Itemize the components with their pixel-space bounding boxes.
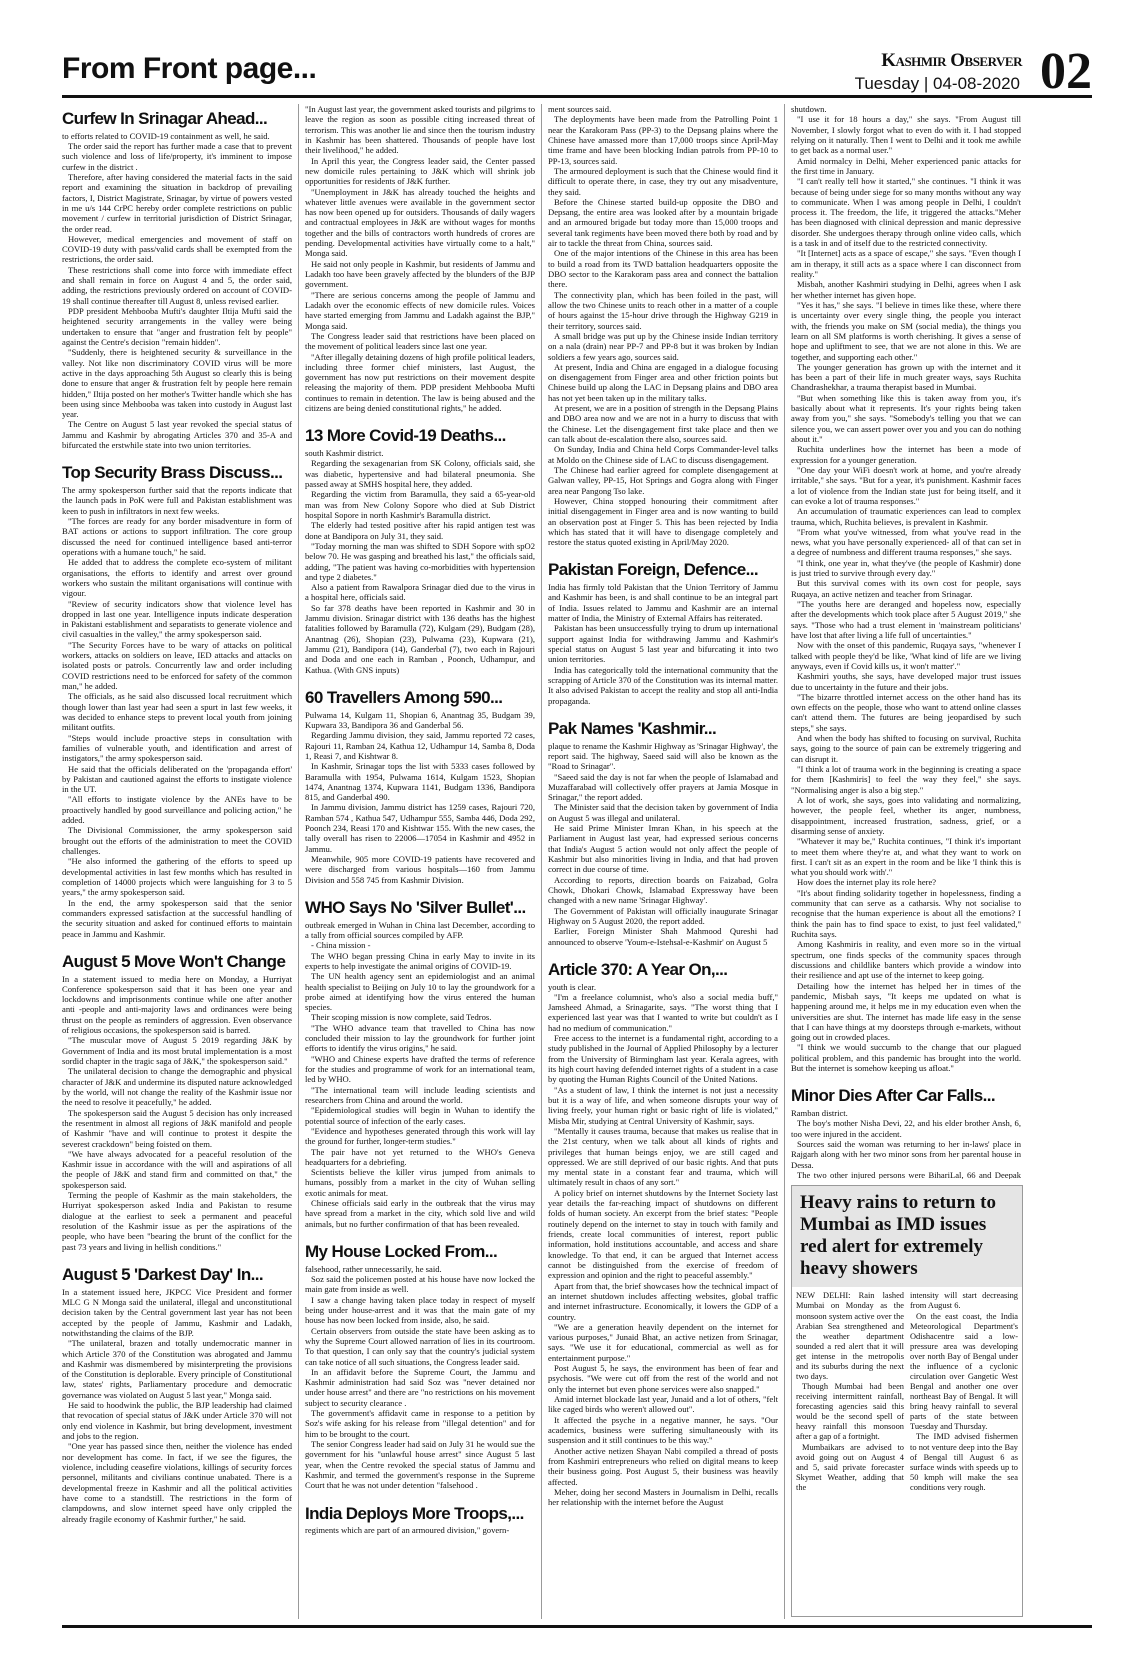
- article-paragraph: "We are a generation heavily dependent on the internet for various purposes," Junaid Bhat, an active netizen from Srinagar, says. "We use it for educational, commercial as well as for entertainment purpose.": [548, 1321, 778, 1363]
- article-paragraph: regiments which are part of an armoured division," govern-: [305, 1525, 510, 1536]
- article-paragraph: The spokesperson said the August 5 decision has only increased the resentment in almost all regions of J&K manifold and people of Kashmir "have and will continue to protest it despite the severest crackdown" being foisted on them.: [62, 1107, 292, 1149]
- article-body: [62, 1287, 292, 1524]
- article-paragraph: According to reports, direction boards on Faizabad, Golra Chowk, Dhokari Chowk, Islamabad Expressway have been changed with a new name 'Srinagar Highway'.: [548, 874, 778, 906]
- article-paragraph: On Sunday, India and China held Corps Commander-level talks at Moldo on the Chinese side of LAC to discuss disengagement.: [548, 444, 778, 465]
- article: [548, 720, 778, 947]
- article-paragraph: Meanwhile, 905 more COVID-19 patients have recovered and were discharged from various hospitals—160 from Jammu Division and 558 745 from Kashmir Division.: [305, 854, 535, 885]
- article: [305, 1505, 535, 1536]
- article-paragraph: falsehood, rather unnecessarily, he said.: [305, 1263, 442, 1274]
- page-header: [62, 43, 1092, 100]
- article-paragraph: Apart from that, the brief showcases how the technical impact of an internet shutdown includes affecting websites, global traffic and internet infrastructure. Economically, it lowers the GDP of a country.: [548, 1280, 778, 1322]
- article-paragraph: He said that the officials deliberated on the 'propaganda effort' by Pakistan and cautioned against the efforts to instigate violence in the UT.: [62, 763, 292, 795]
- article: [305, 427, 535, 675]
- article-paragraph: "One day your WiFi doesn't work at home, and you're already irritable," she says. "But for a year, it's punishment. Kashmir faces a lot of violence from the Indian state just for being itself, and it can evoke a lot of trauma responses.": [791, 464, 1021, 506]
- article-paragraph: The pair have not yet returned to the WHO's Geneva headquarters for a debriefing.: [305, 1146, 535, 1167]
- article-paragraph: At present, we are in a position of strength in the Depsang Plains and DBO area now and we are not in a hurry to discuss that with the Chinese. Let the disengagement first take place and then we can talk about de-escalation there also, sources said.: [548, 403, 778, 444]
- article-paragraph: "I use it for 18 hours a day," she says. "From August till November, I slowly forgot what to even do with it. I had stopped relying on it naturally. Then I went to Delhi and it took me awhile to get back as a normal user.": [791, 114, 1021, 156]
- article-paragraph: outbreak emerged in Wuhan in China last December, according to a tally from official sources compiled by AFP.: [305, 919, 535, 940]
- article-paragraph: The Chinese had earlier agreed for complete disengagement at Galwan valley, PP-15, Hot Springs and Gogra along with Finger area near Pangong Tso lake.: [548, 464, 778, 496]
- article: [548, 104, 778, 547]
- article-paragraph: A small bridge was put up by the Chinese inside Indian territory on a nala (drain) near PP-7 and PP-8 but it was broken by Indian soldiers a few years ago, sources said.: [548, 330, 778, 362]
- article-paragraph: "Today morning the man was shifted to SDH Sopore with spO2 below 70. He was gasping and breathed his last," the officials said, adding, "The patient was having co-morbidities with hypertension and type 2 diabetes.": [305, 540, 535, 582]
- article: [62, 110, 292, 450]
- article-paragraph: These restrictions shall come into force with immediate effect and shall remain in force on August 4 and 5, the order said, adding, the restrictions previously ordered on account of COVID-19 shall continue thereafter till August 8, unless revised earlier.: [62, 264, 292, 306]
- column-divider: [541, 104, 542, 1619]
- article-paragraph: The officials, as he said also discussed local recruitment which though lower than last year had seen a spurt in last few weeks, it was decided to enhance steps to prevent local youth from joining militant outfits.: [62, 691, 292, 733]
- news-box-paragraph: On the east coast, the India Meteorological Department's Odishacentre said a low-pressure area was developing over north Bay of Bengal under the influence of a cyclonic circulation over Gangetic West Bengal and another one over northeast Bay of Bengal. It will bring heavy rainfall to several parts of the state between Tuesday and Thursday.: [910, 1311, 1018, 1432]
- article-paragraph: "It's about finding solidarity together in hopelessness, finding a community that can serve as a catharsis. Why not socialise to recognise that the human experience is about all the emotions? I think the pain has to find space to exist, to just feel validated," Ruchita says.: [791, 887, 1021, 939]
- article-paragraph: Sources said the woman was returning to her in-laws' place in Rajgarh along with her two minor sons from her parental house in Dessa.: [791, 1139, 1021, 1170]
- article-paragraph: Scientists believe the killer virus jumped from animals to humans, possibly from a market in the city of Wuhan selling exotic animals for meat.: [305, 1167, 535, 1198]
- article-headline: Pakistan Foreign, Defence...: [548, 560, 758, 580]
- article-paragraph: The boy's mother Nisha Devi, 22, and his elder brother Ansh, 6, too were injured in the accident.: [791, 1118, 1021, 1139]
- article-paragraph: Free access to the internet is a fundamental right, according to a study published in the Journal of Applied Philosophy by a lecturer from the University of Birmingham last year. Kerala agrees, with its high court having defended internet rights of a student in a case by quoting the Human Rights Council of the United Nations.: [548, 1033, 778, 1085]
- article-paragraph: Misbah, another Kashmiri studying in Delhi, agrees when I ask her whether internet has given hope.: [791, 279, 1021, 300]
- news-box-paragraph: NEW DELHI: Rain lashed Mumbai on Monday as the monsoon system active over the Arabian Sea strengthened and the weather department sounded a red alert that it will get intense in the metropolis and its suburbs during the next two days.: [796, 1291, 904, 1381]
- article-paragraph: "Suddenly, there is heightened security & surveillance in the valley. Not like non discriminatory COVID virus will be more active in the days approaching 5th August so clearly this is being done to ensure that anger & frustration felt by people here remain hidden," Iltija posted on her mother's Twitter handle which she has been using since Mehbooba was taken into custody in August last year.: [62, 347, 292, 420]
- article-paragraph: ment sources said.: [548, 104, 612, 114]
- article-paragraph: He said to hoodwink the public, the BJP leadership had claimed that revocation of special status of J&K under Article 370 will not only end violence in Kashmir, but bring development, investment and jobs to the region.: [62, 1400, 292, 1441]
- article-paragraph: Pulwama 14, Kulgam 11, Shopian 6, Anantnag 35, Budgam 39, Kupwara 33, Bandipora 36 and Ganderbal 56.: [305, 709, 535, 730]
- article-paragraph: The deployments have been made from the Patrolling Point 1 near the Karakoram Pass (PP-3) to the Depsang plains where the Chinese have amassed more than 17,000 troops since April-May time frame and have been blocking Indian patrols from PP-10 to PP-13, sources said.: [548, 114, 778, 166]
- article-paragraph: India has firmly told Pakistan that the Union Territory of Jammu and Kashmir has been, is and shall continue to be an integral part of India. Issues related to Jammu and Kashmir are an internal matter of India, the Ministry of External Affairs has reiterated.: [548, 582, 778, 624]
- news-box-paragraph: Though Mumbai had been receiving intermittent rainfall, forecasting agencies said this would be the second spell of heavy rainfall this monsoon after a gap of a fortnight.: [796, 1382, 904, 1442]
- article-body: [62, 131, 292, 451]
- article-headline: 60 Travellers Among 590...: [305, 687, 503, 707]
- article-paragraph: At present, India and China are engaged in a dialogue focusing on disengagement from Finger area and other friction points but Chinese build up along the LAC in Depsang plains and DBO area has not yet been taken up in the military talks.: [548, 361, 778, 403]
- article-paragraph: In a statement issued here, JKPCC Vice President and former MLC G N Monga said the unilateral, illegal and unconstitutional decision taken by the Central government last year has not been accepted by the people of Jammu, Kashmir and Ladakh, notwithstanding the claims of the BJP.: [62, 1286, 292, 1338]
- article-paragraph: In the end, the army spokesperson said that the senior commanders expressed satisfaction at the successful handling of the security situation and asked for continued efforts to maintain peace in Jammu and Kashmir.: [62, 897, 292, 939]
- article-paragraph: Among Kashmiris in reality, and even more so in the virtual spectrum, one finds specks of the community spaces through discussions and childlike banters which provide a window into their resilience and apt use of the internet to keep going.: [791, 939, 1021, 981]
- article: [62, 464, 292, 938]
- article-paragraph: In an affidavit before the Supreme Court, the Jammu and Kashmir administration had said Soz was "never detained nor under house arrest" and there are "no restrictions on his movement subject to security clearance .: [305, 1366, 535, 1408]
- article: [791, 104, 1021, 1073]
- article-paragraph: Chinese officials said early in the outbreak that the virus may have spread from a market in the city, which sold live and wild animals, but no further confirmation of that has been revealed.: [305, 1198, 535, 1229]
- column-1: [62, 104, 292, 1619]
- article-paragraph: "The forces are ready for any border misadventure in form of BAT actions or actions to support infiltration. The core group discussed the need for continued intelligence based anti-terror operations with a humane touch," he said.: [62, 516, 292, 557]
- article-paragraph: "One year has passed since then, neither the violence has ended nor development has come. In fact, if we see the figures, the violence, including ceasefire violations, killings of security forces personnel, militants and civilians continue unabated. There is a developmental freeze in Kashmir and all the political activities have come to a standstill. The restrictions in the form of clampdowns, and slow internet speed have only crippled the already fragile economy of Kashmir further," he said.: [62, 1441, 292, 1524]
- article-paragraph: He said Prime Minister Imran Khan, in his speech at the Parliament in August last year, had expressed serious concerns that India's August 5 action would not only affect the people of Kashmir but also minorities living in India, and that had proven correct in due course of time.: [548, 823, 778, 875]
- article-paragraph: to efforts related to COVID-19 containment as well, he said.: [62, 130, 270, 141]
- article-paragraph: In a statement issued to media here on Monday, a Hurriyat Conference spokesperson said that it has been one year and lockdowns and imprisonments continue while one after another anti -people and anti-majority laws and ordinances were being thrust on the people as reminders of aggression. Even observance of religious occasions, the spokesperson said is barred.: [62, 973, 292, 1036]
- article-paragraph: A policy brief on internet shutdowns by the Internet Society last year details the far-reaching impact of shutdowns on different folds of human society. An excerpt from the brief states: "People routinely depend on the internet to stay in touch with family and friends, create local communities of interest, report public information, hold institutions accountable, and access and share knowledge. To that end, it can be argued that Internet access cannot be distinguished from the exercise of freedom of expression and opinion and the right to peaceful assembly.": [548, 1187, 778, 1281]
- article-body: [791, 1108, 1021, 1179]
- article-paragraph: Earlier, Foreign Minister Shah Mahmood Qureshi had announced to observe 'Youm-e-Istehsal-e-Kashmir' on August 5: [548, 926, 778, 947]
- article-paragraph: He added that to address the complete eco-system of militant organisations, the efforts to identify and arrest over ground workers who sustain the militant organisations will continue with vigour.: [62, 557, 292, 599]
- article-body: [305, 710, 535, 885]
- article-paragraph: The connectivity plan, which has been foiled in the past, will allow the two Chinese units to reach other in a matter of a couple of hours against the 15-hour drive through the Highway G219 in their territory, sources said.: [548, 289, 778, 331]
- news-box-headline: Heavy rains to return to Mumbai as IMD issues red alert for extremely heavy showers: [792, 1186, 1022, 1287]
- article-paragraph: Soz said the policemen posted at his house have now locked the main gate from inside as well.: [305, 1274, 535, 1295]
- article-paragraph: Also a patient from Rawalpora Srinagar died due to the virus in a hospital here, officials said.: [305, 582, 535, 603]
- article-headline: 13 More Covid-19 Deaths...: [305, 426, 506, 446]
- article-paragraph: However, China stopped honouring their commitment after initial disengagement in Finger area and is now wanting to build an observation post at Finger 5. This has been rejected by India which has stated that it will have to disengage completely and restore the status quoted existing in April/May 2020.: [548, 495, 778, 548]
- article-headline: Pak Names 'Kashmir...: [548, 718, 717, 738]
- article-paragraph: Kashmiri youths, she says, have developed major trust issues due to uncertainty in the future and their jobs.: [791, 671, 1021, 692]
- article-paragraph: In Jammu division, Jammu district has 1259 cases, Rajouri 720, Ramban 574 , Kathua 547, Udhampur 555, Samba 446, Doda 292, Poonch 234, Reasi 170 and Kishtwar 155. With the new cases, the tally overall has risen to 22006—17054 in Kashmir and 4952 in Jammu.: [305, 802, 535, 854]
- header-rule: [62, 95, 1092, 98]
- article-paragraph: "Steps would include proactive steps in consultation with families of vulnerable youth, and identification and arrest of instigators," the army spokesperson said.: [62, 732, 292, 764]
- article: [548, 961, 778, 1508]
- article-paragraph: The elderly had tested positive after his rapid antigen test was done at Bandipora on July 31, they said.: [305, 520, 535, 541]
- article-paragraph: "As a student of law, I think the internet is not just a necessity but it is a way of life, and when someone disrupts your way of living freely, your human right or basic right of life is violated," Misba Mir, studying at Central University of Kashmir, says.: [548, 1084, 778, 1126]
- article-headline: August 5 'Darkest Day' In...: [62, 1264, 264, 1284]
- article-paragraph: The younger generation has grown up with the internet and it has been a part of their life in much greater ways, says Ruchita Chandrashekhar, a trauma therapist based in Mumbai.: [791, 361, 1021, 393]
- article-paragraph: The government's affidavit came in response to a petition by Soz's wife asking for his release from "illegal detention" and for him to be brought to the court.: [305, 1408, 535, 1439]
- article-body: [305, 448, 535, 675]
- article-paragraph: One of the major intentions of the Chinese in this area has been to build a road from its TWD battalion headquarters opposite the DBO sector to the Karakoram pass area and connect the battalion there.: [548, 248, 778, 290]
- article-paragraph: Regarding Jammu division, they said, Jammu reported 72 cases, Rajouri 11, Ramban 24, Kathua 12, Udhampur 14, Samba 8, Doda 1, Reasi 7, and Kishtwar 8.: [305, 730, 535, 761]
- article-paragraph: "The Security Forces have to be wary of attacks on political workers, attacks on soldiers on leave, IED attacks and attacks on isolated posts or patrols. Concurrently law and order including COVID restrictions need to be enforced for safety of the common man," he added.: [62, 639, 292, 691]
- article-paragraph: PDP president Mehbooba Mufti's daughter Iltija Mufti said the heightened security arrangements in the valley were being undertaken to ensure that "anger and frustration felt by people" against the Centre's decision "remain hidden".: [62, 306, 292, 347]
- news-box: [791, 1185, 1023, 1617]
- column-divider: [784, 104, 785, 1619]
- article-paragraph: But this survival comes with its own cost for people, says Ruqaya, an active netizen and teacher from Srinagar.: [791, 578, 1021, 599]
- article: [791, 1087, 1021, 1179]
- article-paragraph: "The international team will include leading scientists and researchers from China and around the world.: [305, 1084, 535, 1105]
- article-paragraph: Another active netizen Shayan Nabi compiled a thread of posts from Kashmiri entrepreneurs who relied on digital means to keep their business going. Post August 5, their business was heavily affected.: [548, 1445, 778, 1487]
- news-box-body: [792, 1287, 1022, 1493]
- article-body: [62, 485, 292, 939]
- article-paragraph: "I can't really tell how it started," she continues. "I think it was because of being under siege for so many months without any way to communicate. When I was among people in Delhi, I couldn't process it. The freedom, the life, it triggered the attacks."Meher has been diagnosed with clinical depression and manic depressive disorder. She undergoes therapy through online video calls, which is a task in and of itself due to the restricted connectivity.: [791, 176, 1021, 249]
- article-paragraph: India has categorically told the international community that the scrapping of Article 370 of the Constitution was its internal matter. It also advised Pakistan to accept the reality and stop all anti-India propaganda.: [548, 664, 778, 706]
- article-body: [305, 1264, 535, 1491]
- article-paragraph: Detailing how the internet has helped her in times of the pandemic, Misbah says, "It keeps me updated on what is happening around me, it helps me in my education even when the universities are shut. The internet has made life easy in the sense that I can have things at my doorsteps through e-markets, without going out in crowded places.: [791, 980, 1021, 1043]
- news-box-paragraph: The IMD advised fishermen to not venture deep into the Bay of Bengal till August 6 as surface winds with speeds up to 50 kmph will make the sea conditions very rough.: [910, 1432, 1018, 1492]
- column-divider: [298, 104, 299, 1619]
- article-paragraph: Meher, doing her second Masters in Journalism in Delhi, recalls her relationship with the internet before the August: [548, 1486, 778, 1508]
- article-paragraph: "Evidence and hypotheses generated through this work will lay the ground for further, longer-term studies.": [305, 1125, 535, 1147]
- article-paragraph: "All efforts to instigate violence by the ANEs have to be proactively handled by good surveillance and policing action," he added.: [62, 794, 292, 826]
- article-paragraph: The Divisional Commissioner, the army spokesperson said brought out the efforts of the administration to meet the COVID challenges.: [62, 825, 292, 856]
- article-headline: My House Locked From...: [305, 1242, 498, 1261]
- article: [62, 953, 292, 1252]
- article-paragraph: Regarding the victim from Baramulla, they said a 65-year-old man was from New Colony Sopore who died at Sub District hospital Sopore in north Kashmir's Baramulla district.: [305, 489, 535, 520]
- article-paragraph: "I think a lot of trauma work in the beginning is creating a space for them [Kashmiris] to feel the way they feel," she says. "Normalising anger is also a big step.": [791, 764, 1021, 795]
- article-paragraph: Before the Chinese started build-up opposite the DBO and Depsang, the entire area was looked after by a mountain brigade and an armoured brigade but today more than 15,000 troops and several tank regiments have been moved there both by road and by air to tackle the threat from China, sources said.: [548, 196, 778, 249]
- article: [305, 1243, 535, 1491]
- article-body: [305, 104, 535, 413]
- article-paragraph: youth is clear.: [548, 981, 596, 992]
- news-box-right-column: [910, 1291, 1018, 1493]
- article-paragraph: "I'm a freelance columnist, who's also a social media buff," Jamsheed Ahmad, a Srinagarite, says. "The worst thing that I experienced last year was that I wanted to write but couldn't as I had no medium of communication.": [548, 991, 778, 1033]
- article-paragraph: Terming the people of Kashmir as the main stakeholders, the Hurriyat spokesperson asked India and Pakistan to resume dialogue at the earliest to seek a permanent and peaceful resolution of the Kashmir issue as per the aspirations of the people, who have been "bearing the brunt of the conflict for the past 73 years and living in hellish conditions.": [62, 1190, 292, 1252]
- article-paragraph: And when the body has shifted to focusing on survival, Ruchita says, going to the source of pain can be extremely triggering and can disrupt it.: [791, 733, 1021, 764]
- article-headline: WHO Says No 'Silver Bullet'...: [305, 897, 526, 917]
- article-headline: Article 370: A Year On,...: [548, 959, 728, 979]
- article-paragraph: "Unemployment in J&K has already touched the heights and whatever little avenues were available in the government sector has now been opened up for outsiders. Thousands of daily wagers and contractual employees in J&K are without wages for months together and the bills of contractors worth hundreds of crores are pending. Developmental activities have virtually come to a halt," Monga said.: [305, 186, 535, 259]
- dateline: Tuesday | 04-08-2020: [854, 74, 1020, 93]
- article-body: [548, 982, 778, 1508]
- article-paragraph: Amid internet blockade last year, Junaid and a lot of others, "felt like caged birds who weren't allowed out".: [548, 1394, 778, 1415]
- article-paragraph: The senior Congress leader had said on July 31 he would sue the government for his "unlawful house arrest" since August 5 last year, when the Centre revoked the special status of Jammu and Kashmir, and termed the government's response in the Supreme Court that he was not under detention "falsehood .: [305, 1439, 535, 1491]
- article: [548, 561, 778, 705]
- article-paragraph: In Kashmir, Srinagar tops the list with 5333 cases followed by Baramulla with 1954, Pulwama 1614, Kulgam 1523, Shopian 1474, Anantnag 1374, Kupwara 1141, Budgam 1336, Bandipora 815, and Ganderbal 490.: [305, 761, 535, 803]
- article-paragraph: It affected the psyche in a negative manner, he says. "Our academics, business were suffering simultaneously with its suspension and it still continues to be this way.": [548, 1414, 778, 1446]
- article-paragraph: "The muscular move of August 5 2019 regarding J&K by Government of India and its most brutal implementation is a most sordid chapter in the tragic saga of J&K," the spokesperson said.": [62, 1035, 292, 1066]
- article-headline: India Deploys More Troops,...: [305, 1503, 524, 1523]
- article-paragraph: "After illegally detaining dozens of high profile political leaders, including three former chief ministers, last August, the government has now put restrictions on their movement despite releasing the majority of them. PDP president Mehbooba Mufti continues to remain in detention. The law is being abused and the citizens are being denied constitutional rights," he added.: [305, 351, 535, 414]
- article: [305, 104, 535, 413]
- article-body: [791, 104, 1021, 1073]
- column-3: [548, 104, 778, 1619]
- masthead: Kashmir Observer: [881, 50, 1022, 71]
- article-paragraph: "We have always advocated for a peaceful resolution of the Kashmir issue in accordance with the will and aspirations of all the people of J&K and stand firm and committed on that," the spokesperson said.: [62, 1148, 292, 1190]
- article-paragraph: "There are serious concerns among the people of Jammu and Ladakh over the economic effects of new domicile rules. Voices have started emerging from Jammu and Ladakh against the BJP," Monga said.: [305, 289, 535, 331]
- article-paragraph: south Kashmir district.: [305, 448, 384, 459]
- article-paragraph: Pakistan has been unsuccessfully trying to drum up international support against India for withdrawing Jammu and Kashmir's special status on August 5 last year and bifurcating it into two union territories.: [548, 623, 778, 665]
- article-paragraph: "The WHO advance team that travelled to China has now concluded their mission to lay the groundwork for further joint efforts to identify the virus origins," he said.: [305, 1022, 535, 1054]
- article-paragraph: Ramban district.: [791, 1108, 848, 1119]
- article-headline: Top Security Brass Discuss...: [62, 463, 283, 483]
- footer-rule: [62, 1625, 1092, 1628]
- article-paragraph: "From what you've witnessed, from what you've read in the news, what you have personally experienced- all of that can set in a degree of numbness and different trauma responses," she says.: [791, 526, 1021, 558]
- article-paragraph: "The bizarre throttled internet access on the other hand has its own effects on the people, those who want to attend online classes can't attend them. The futures are being jeopardised by such steps," she says.: [791, 691, 1021, 733]
- article-paragraph: A lot of work, she says, goes into validating and normalizing, however, the people feel, whether its anger, numbness, disappointment, increased frustration, sadness, grief, or a disarming sense of anxiety.: [791, 794, 1021, 836]
- article-body: [305, 920, 535, 1229]
- page-number: 02: [1040, 43, 1092, 100]
- article-body: [548, 741, 778, 947]
- article-paragraph: Now with the onset of this pandemic, Ruqaya says, "whenever I talked with people they'd be like, 'What kind of life are we living anyways, even if Covid kills us, it won't matter'.": [791, 640, 1021, 671]
- article-paragraph: "I think we would succumb to the change that our plagued political problem, and this pandemic has brought into the world. But the internet is somehow keeping us afloat.": [791, 1042, 1021, 1074]
- article-paragraph: The armoured deployment is such that the Chinese would find it difficult to operate there, in case, they try out any misadventure, they said.: [548, 165, 778, 197]
- article-paragraph: The Minister said that the decision taken by government of India on August 5 was illegal and unilateral.: [548, 802, 778, 823]
- article-paragraph: "The unilateral, brazen and totally undemocratic manner in which Article 370 of the Constitution was abrogated and Jammu and Kashmir was dismembered by misinterpreting the provisions of the Constitution is deplorable. Every principle of Constitutional law, states' rights, Parliamentary procedure and democratic governance was violated on August 5 last year," Monga said.: [62, 1338, 292, 1400]
- article-paragraph: - China mission -: [311, 940, 371, 951]
- article-paragraph: "He also informed the gathering of the efforts to speed up developmental activities in last few months which has resulted in completion of 14000 projects which were languishing for 3 to 5 years," the army spokesperson said.: [62, 856, 292, 898]
- article-paragraph: "Yes it has," she says. "I believe in times like these, where there is uncertainty over every single thing, the people you interact with, the friends you make on SM (social media), the things you learn on all SM platforms is worth cherishing. It gives a sense of hope and upliftment to see, that we are not alone in this. We are together, and supporting each other.": [791, 299, 1021, 362]
- article-paragraph: Post August 5, he says, the environment has been of fear and psychosis. "We were cut off from the rest of the world and not only the internet but even phone services were also snapped.": [548, 1363, 778, 1394]
- article-paragraph: The order said the report has further made a case that to prevent such violence and loss of life/property, it's imminent to impose curfew in the district .: [62, 141, 292, 172]
- article-paragraph: Therefore, after having considered the material facts in the said report and examining the situation in backdrop of prevailing factors, I, District Magistrate, Srinagar, by virtue of powers vested in me u/s 144 CrPC hereby order complete restrictions on public movement / curfew in territorial jurisdiction of District Srinagar, the order read.: [62, 171, 292, 234]
- news-box-left-column: [796, 1291, 904, 1493]
- article-paragraph: "WHO and Chinese experts have drafted the terms of reference for the studies and programme of work for an international team, led by WHO.: [305, 1053, 535, 1085]
- article-paragraph: However, medical emergencies and movement of staff on COVID-19 duty with pass/valid cards shall be exempted from the restrictions, the order said.: [62, 233, 292, 265]
- article-paragraph: "The youths here are deranged and hopeless now, especially after the developments which took place after 5 August 2019," she says. "Those who had a trust element in 'mainstream politicians' have lost that after living a life full of uncertainties.": [791, 599, 1021, 640]
- article-paragraph: Ruchita underlines how the internet has been a mode of expression for a younger generation.: [791, 444, 1021, 465]
- article-paragraph: Certain observers from outside the state have been asking as to why the Supreme Court allowed narration of lies in its courtroom. To that question, I can only say that the country's judicial system can take notice of all such situations, the Congress leader said.: [305, 1325, 535, 1367]
- article-paragraph: "Whatever it may be," Ruchita continues, "I think it's important to meet them where they're at, and what they want to work on first. I can't sit as an expert in the room and be like 'I think this is what you should work with'.": [791, 836, 1021, 878]
- article-paragraph: shutdown.: [791, 104, 827, 114]
- article-paragraph: "Mentally it causes trauma, because that makes us realise that in the 21st century, when we talk about all kinds of rights and privileges that human beings enjoy, we are still caged and oppressed. We are still deprived of our basic rights. And that puts my mental state in a constant fear and trauma, which will ultimately result in chaos of any sort.": [548, 1125, 778, 1188]
- column-2: [305, 104, 535, 1619]
- article-paragraph: The UN health agency sent an epidemiologist and an animal health specialist to Beijing on July 10 to lay the groundwork for a probe aimed at identifying how the virus entered the human species.: [305, 971, 535, 1013]
- article-paragraph: I saw a change having taken place today in respect of myself being under house-arrest and it was that the main gate of my house has now been locked from inside, also, he said.: [305, 1294, 535, 1326]
- article-paragraph: "Review of security indicators show that violence level has dropped in last one year. Intelligence inputs indicate desperation in Pakistani establishment and separatists to generate violence and civil casualties in the valley," the army spokesperson said.: [62, 598, 292, 640]
- article-paragraph: plaque to rename the Kashmir Highway as 'Srinagar Highway', the report said. The highway, Saeed said will also be known as the "Road to Srinagar".: [548, 740, 778, 772]
- article-paragraph: Regarding the sexagenarian from SK Colony, officials said, she was diabetic, hypertensive and had bilateral pneumonia. She passed away at SMHS hospital here, they added.: [305, 458, 535, 489]
- article-paragraph: The Centre on August 5 last year revoked the special status of Jammu and Kashmir by abrogating Articles 370 and 35-A and bifurcated the erstwhile state into two union territories.: [62, 419, 292, 451]
- section-title: From Front page...: [62, 52, 317, 85]
- article-paragraph: "But when something like this is taken away from you, it's basically about what it represents. It's your rights being taken away from you," she says. "Somebody's telling you that we can silence you, we can assert power over you and you can do nothing about it.": [791, 392, 1021, 444]
- article-paragraph: The army spokesperson further said that the reports indicate that the launch pads in PoK were full and Pakistan establishment was keen to push in infiltrators in next few weeks.: [62, 485, 292, 516]
- news-box-paragraph: intensity will start decreasing from August 6.: [910, 1291, 1018, 1311]
- article-paragraph: How does the internet play its role here?: [797, 877, 937, 888]
- article-paragraph: In April this year, the Congress leader said, the Center passed new domicile rules pertaining to J&K which will shrink job opportunities for residents of J&K further.: [305, 155, 535, 187]
- article-body: [548, 104, 778, 547]
- article: [305, 689, 535, 885]
- article: [62, 1266, 292, 1524]
- article-paragraph: Their scoping mission is now complete, said Tedros.: [311, 1012, 492, 1023]
- article-body: [548, 582, 778, 706]
- column-4: [791, 104, 1021, 1179]
- article-headline: Curfew In Srinagar Ahead...: [62, 109, 268, 128]
- article-paragraph: Amid normalcy in Delhi, Meher experienced panic attacks for the first time in January.: [791, 155, 1021, 176]
- news-box-paragraph: Mumbaikars are advised to avoid going out on August 4 and 5, said private forecaster Skymet Weather, adding that the: [796, 1442, 904, 1492]
- article-paragraph: He said not only people in Kashmir, but residents of Jammu and Ladakh too have been gravely affected by the blunders of the BJP government.: [305, 258, 535, 290]
- article-paragraph: The WHO began pressing China in early May to invite in its experts to help investigate the animal origins of COVID-19.: [305, 950, 535, 971]
- article-paragraph: "Saeed said the day is not far when the people of Islamabad and Muzaffarabad will collectively offer prayers at Jamia Mosque in Srinagar," the report added.: [548, 771, 778, 803]
- article: [305, 899, 535, 1229]
- article-paragraph: "I think, one year in, what they've (the people of Kashmir) done is just tried to survive through every day.": [791, 557, 1021, 579]
- article-paragraph: The Congress leader said that restrictions have been placed on the movement of political leaders since last one year.: [305, 330, 535, 352]
- article-paragraph: The two other injured persons were BihariLal, 66 and Deepak: [797, 1169, 1021, 1179]
- article-headline: Minor Dies After Car Falls...: [791, 1086, 995, 1106]
- article-paragraph: An accumulation of traumatic experiences can lead to complex trauma, which, Ruchita believes, is prevalent in Kashmir.: [791, 506, 1021, 527]
- article-body: [305, 1525, 535, 1535]
- article-body: [62, 974, 292, 1252]
- article-headline: August 5 Move Won't Change: [62, 951, 286, 971]
- article-paragraph: The Government of Pakistan will officially inaugurate Srinagar Highway on 5 August 2020, the report added.: [548, 905, 778, 926]
- article-paragraph: "Epidemiological studies will begin in Wuhan to identify the potential source of infection of the early cases.: [305, 1105, 535, 1126]
- article-paragraph: "In August last year, the government asked tourists and pilgrims to leave the region as soon as possible citing increased threat of terrorism. This was another lie and since then the tourism industry in Kashmir has been shattered. Thousands of people have lost their livelihood," he added.: [305, 104, 535, 156]
- article-paragraph: So far 378 deaths have been reported in Kashmir and 30 in Jammu division. Srinagar district with 136 deaths has the highest fatalities followed by Baramulla (72), Kulgam (29), Budgam (28), Anantnag (26), Shopian (23), Pulwama (23), Kupwara (21), Jammu (21), Bandipora (14), Ganderbal (7), two each in Rajouri and Doda and one each in Ramban , Poonch, Udhampur, and Kathua. (With GNS inputs): [305, 602, 535, 675]
- article-paragraph: "It [Internet] acts as a space of escape," she says. "Even though I am in therapy, it still acts as a space where I can disconnect from reality.": [791, 248, 1021, 279]
- article-paragraph: The unilateral decision to change the demographic and physical character of J&K and undermine its disputed nature acknowledged by the world, will not change the reality of the Kashmir issue nor the need to resolve it peacefully," he added.: [62, 1066, 292, 1108]
